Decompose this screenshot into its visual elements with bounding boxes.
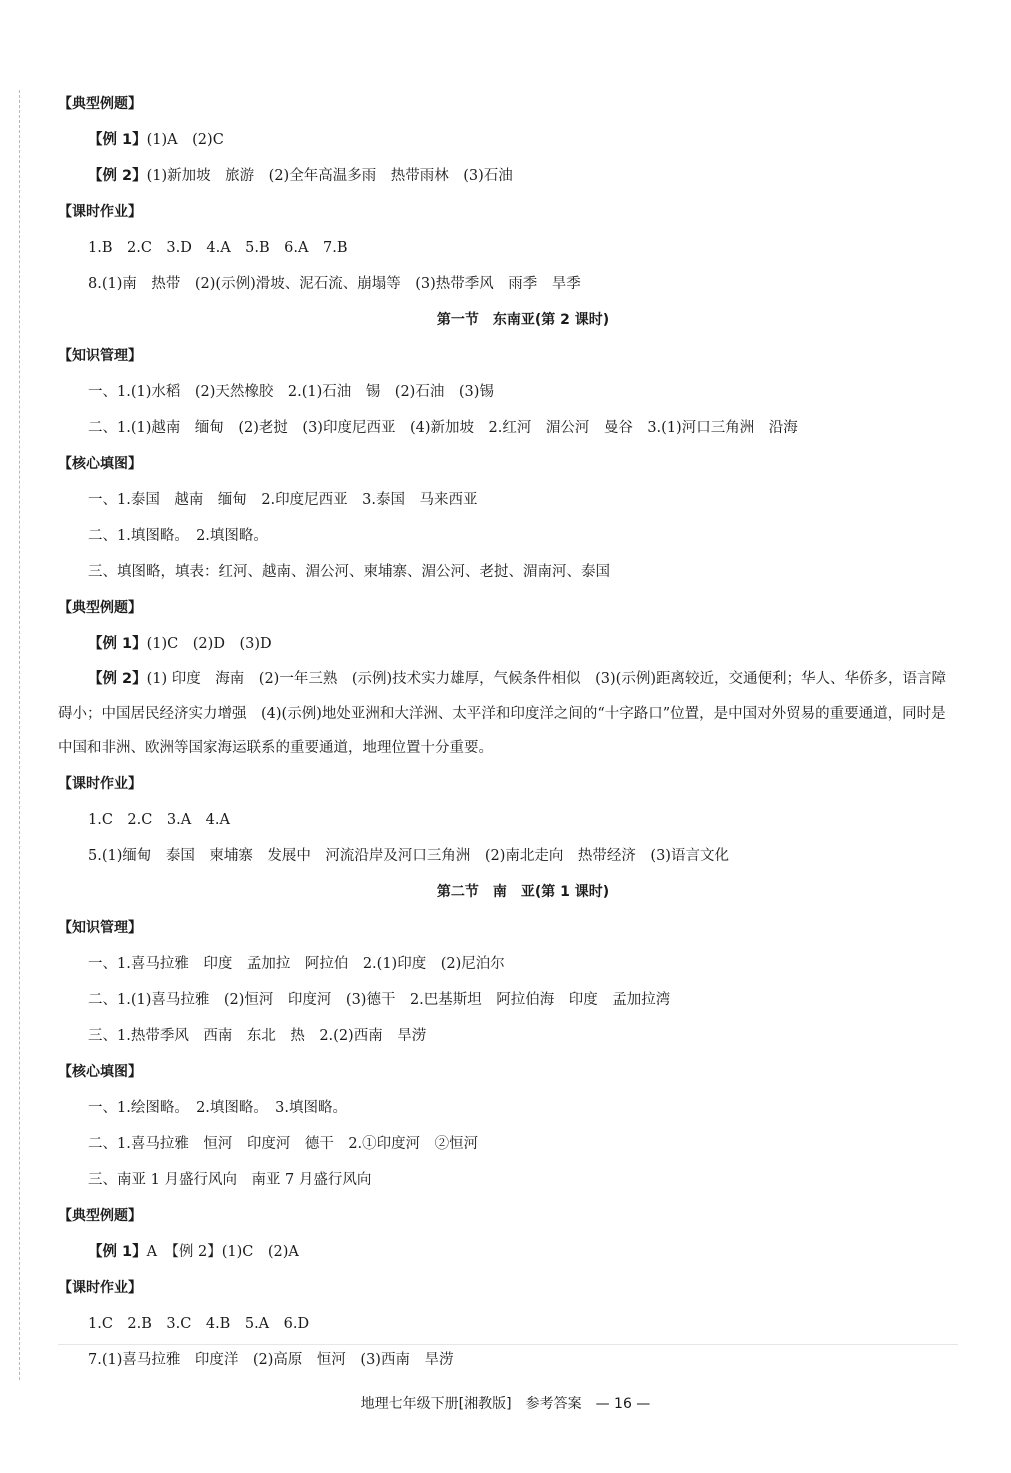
answer-line [58,122,958,158]
line-text: 三、填图略，填表：红河、越南、湄公河、柬埔寨、湄公河、老挝、湄南河、泰国 [88,564,610,580]
section-heading [58,1198,958,1234]
section-heading [58,86,958,122]
section-heading [58,766,958,802]
line-text: 【核心填图】 [58,456,142,472]
answer-line [58,946,958,982]
answer-line [58,1234,958,1270]
answer-line [58,838,958,874]
section-heading [58,338,958,374]
example-label: 【例 1】 [88,636,147,652]
line-text: 1.B 2.C 3.D 4.A 5.B 6.A 7.B [88,240,348,256]
line-text: 【课时作业】 [58,775,142,792]
lesson-title [58,874,958,910]
section-heading [58,1270,958,1306]
line-text: (1)A (2)C [146,132,224,148]
line-text: 一、1.绘图略。 2.填图略。 3.填图略。 [88,1099,348,1116]
line-text: 【课时作业】 [58,204,142,220]
answer-line [58,1306,958,1342]
answer-line [58,1126,958,1162]
answer-line [58,982,958,1018]
answer-line [58,626,958,662]
line-text: 二、1.填图略。 2.填图略。 [88,528,268,544]
line-text: 第二节 南 亚(第 1 课时) [436,883,610,900]
answer-line [58,374,958,410]
line-text: 1.C 2.B 3.C 4.B 5.A 6.D [88,1315,310,1332]
answer-paragraph [58,662,958,766]
line-text: 【课时作业】 [58,1279,142,1296]
line-text: A 【例 2】(1)C (2)A [146,1243,299,1260]
answer-line [58,554,958,590]
answer-line [58,482,958,518]
answer-line [58,802,958,838]
answer-content [58,86,958,1378]
answer-line [58,266,958,302]
page-footer: 地理七年级下册[湘教版] 参考答案 — 16 — [360,1396,651,1412]
line-text: 第一节 东南亚(第 2 课时) [436,312,610,328]
example-label: 【例 2】 [88,671,147,687]
line-text: 7.(1)喜马拉雅 印度洋 (2)高原 恒河 (3)西南 旱涝 [88,1351,454,1368]
bottom-rule [58,1344,958,1345]
line-text: 8.(1)南 热带 (2)(示例)滑坡、泥石流、崩塌等 (3)热带季风 雨季 旱季 [88,276,581,292]
line-text: 【知识管理】 [58,919,142,936]
answer-line [58,230,958,266]
line-text: 1.C 2.C 3.A 4.A [88,811,230,828]
answer-line [58,1018,958,1054]
line-text: 【典型例题】 [58,96,142,112]
answer-line [58,410,958,446]
line-text: 二、1.喜马拉雅 恒河 印度河 德干 2.①印度河 ②恒河 [88,1135,479,1152]
section-heading [58,1054,958,1090]
answer-line [58,518,958,554]
answer-line [58,1090,958,1126]
answer-line [58,158,958,194]
section-heading [58,194,958,230]
example-label: 【例 1】 [88,132,147,148]
line-text: 三、1.热带季风 西南 东北 热 2.(2)西南 旱涝 [88,1027,427,1044]
lesson-title [58,302,958,338]
line-text: 一、1.喜马拉雅 印度 孟加拉 阿拉伯 2.(1)印度 (2)尼泊尔 [88,955,505,972]
answer-line [58,1162,958,1198]
line-text: 二、1.(1)喜马拉雅 (2)恒河 印度河 (3)德干 2.巴基斯坦 阿拉伯海 印度 孟加拉湾 [88,991,671,1008]
line-text: (1)新加坡 旅游 (2)全年高温多雨 热带雨林 (3)石油 [146,168,513,184]
section-heading [58,910,958,946]
section-heading [58,590,958,626]
line-text: 一、1.(1)水稻 (2)天然橡胶 2.(1)石油 锡 (2)石油 (3)锡 [88,384,494,400]
line-text: 【知识管理】 [58,348,142,364]
example-label: 【例 1】 [88,1243,147,1260]
line-text: 【核心填图】 [58,1063,142,1080]
binding-margin-line [19,90,20,1380]
line-text: 5.(1)缅甸 泰国 柬埔寨 发展中 河流沿岸及河口三角洲 (2)南北走向 热带经济 (3)语言文化 [88,847,729,864]
section-heading [58,446,958,482]
line-text: 一、1.泰国 越南 缅甸 2.印度尼西亚 3.泰国 马来西亚 [88,492,478,508]
line-text: 【典型例题】 [58,600,142,616]
line-text: (1) 印度 海南 (2)一年三熟 (示例)技术实力雄厚，气候条件相似 (3)(示例)距离较近，交通便利；华人、华侨多，语言障碍小；中国居民经济实力增强 (4)(示例)地处亚洲和大洋洲、太平洋和印度洋之间的“十字路口”位置，是中国对外贸易的重要通道，同时是中国和非洲、欧洲等国家海运联系的重要通道，地理位置十分重要。 [58,671,946,756]
answer-line [58,1342,958,1378]
line-text: 二、1.(1)越南 缅甸 (2)老挝 (3)印度尼西亚 (4)新加坡 2.红河 湄公河 曼谷 3.(1)河口三角洲 沿海 [88,420,798,436]
example-label: 【例 2】 [88,168,147,184]
line-text: 【典型例题】 [58,1207,142,1224]
line-text: 三、南亚 1 月盛行风向 南亚 7 月盛行风向 [88,1171,372,1188]
line-text: (1)C (2)D (3)D [146,636,272,652]
